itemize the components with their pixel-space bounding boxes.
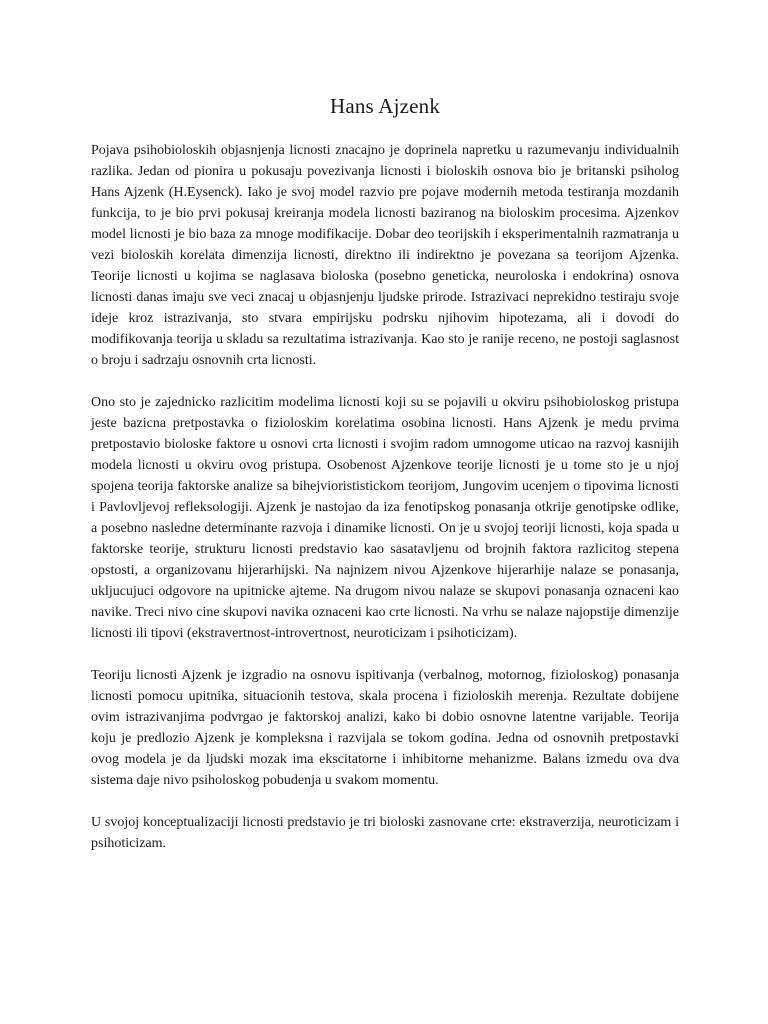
paragraph-1: Pojava psihobioloskih objasnjenja licnosti znacajno je doprinela napretku u razumevanju individualnih razlika. Jedan od pionira u pokusaju povezivanja licnosti i bioloskih osnova bio je britanski psiholog Hans Ajzenk (H.Eysenck). Iako je svoj model razvio pre pojave modernih metoda testiranja mozdanih funkcija, to je bio prvi pokusaj kreiranja modela licnosti baziranog na bioloskim procesima. Ajzenkov model licnosti je bio baza za mnoge modifikacije. Dobar deo teorijskih i eksperimentalnih razmatranja u vezi bioloskih korelata dimenzija licnosti, direktno ili indirektno je povezana sa teorijom Ajzenka. Teorije licnosti u kojima se naglasava bioloska (posebno geneticka, neuroloska i endokrina) osnova licnosti danas imaju sve veci znacaj u objasnjenju ljudske prirode. Istrazivaci neprekidno testiraju svoje ideje kroz istrazivanja, sto stvara empirijsku podrsku njihovim hipotezama, ali i dovodi do modifikovanja teorija u skladu sa rezultatima istrazivanja. Kao sto je ranije receno, ne postoji saglasnost o broju i sadrzaju osnovnih crta licnosti. <box>91 143 679 368</box>
paragraph-4: U svojoj konceptualizaciji licnosti predstavio je tri bioloski zasnovane crte: ekstraverzija, neuroticizam i psihoticizam. <box>91 815 679 851</box>
document-title: Hans Ajzenk <box>329 94 441 118</box>
paragraph-2: Ono sto je zajednicko razlicitim modelima licnosti koji su se pojavili u okviru psihobioloskog pristupa jeste bazicna pretpostavka o fizioloskim korelatima osobina licnosti. Hans Ajzenk je medu prvima pretpostavio bioloske faktore u osnovi crta licnosti i svojim radom umnogome uticao na razvoj kasnijih modela licnosti u okviru ovog pristupa. Osobenost Ajzenkove teorije licnosti je u tome sto je u njoj spojena teorija faktorske analize sa bihejviorististickom teorijom, Jungovim ucenjem o tipovima licnosti i Pavlovljevoj refleksologiji. Ajzenk je nastojao da iza fenotipskog ponasanja otkrije genotipske odlike, a posebno nasledne determinante razvoja i dinamike licnosti. On je u svojoj teoriji licnosti, koja spada u faktorske teorije, strukturu licnosti predstavio kao sasatavljenu od brojnih faktora razlicitog stepena opstosti, a organizovanu hijerarhijski. Na najnizem nivou Ajzenkove hijerarhije nalaze se ponasanja, ukljucujuci odgovore na upitnicke ajteme. Na drugom nivou nalaze se skupovi ponasanja oznaceni kao navike. Treci nivo cine skupovi navika oznaceni kao crte licnosti. Na vrhu se nalaze najopstije dimenzije licnosti ili tipovi (ekstravertnost-introvertnost, neuroticizam i psihoticizam). <box>91 395 679 641</box>
paragraph-3: Teoriju licnosti Ajzenk je izgradio na osnovu ispitivanja (verbalnog, motornog, fizioloskog) ponasanja licnosti pomocu upitnika, situacionih testova, skala procena i fizioloskih merenja. Rezultate dobijene ovim istrazivanjima podvrgao je faktorskoj analizi, kako bi dobio osnovne latentne varijable. Teorija koju je predlozio Ajzenk je kompleksna i razvijala se tokom godina. Jedna od osnovnih pretpostavki ovog modela je da ljudski mozak ima ekscitatorne i inhibitorne mehanizme. Balans izmedu ova dva sistema daje nivo psiholoskog pobudenja u svakom momentu. <box>91 668 679 788</box>
